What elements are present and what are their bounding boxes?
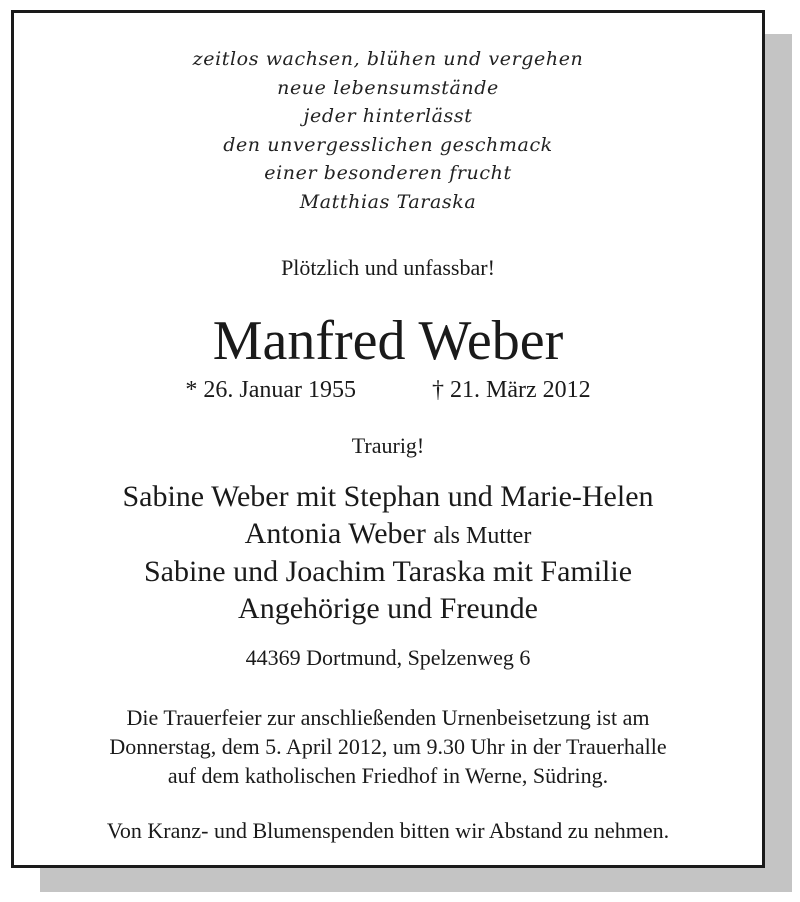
service-line: Donnerstag, dem 5. April 2012, um 9.30 Uhr in der Trauerhalle: [109, 734, 667, 759]
mourner-line: Sabine Weber mit Stephan und Marie-Helen: [122, 480, 654, 513]
deceased-name: Manfred Weber: [212, 310, 564, 372]
poem-line: zeitlos wachsen, blühen und vergehen: [192, 48, 584, 70]
poem-line: den unvergesslichen geschmack: [223, 133, 553, 156]
mourner-name: Antonia Weber: [244, 516, 426, 550]
poem-line: jeder hinterlässt: [303, 105, 473, 128]
service-line: Die Trauerfeier zur anschließenden Urnenbeisetzung ist am: [126, 705, 650, 730]
birth-date: * 26. Januar 1955: [185, 377, 356, 403]
poem-line: einer besonderen frucht: [264, 162, 512, 185]
address: 44369 Dortmund, Spelzenweg 6: [245, 645, 531, 670]
mourning-word: Traurig!: [351, 433, 425, 458]
service-line: auf dem katholischen Friedhof in Werne, Südring.: [167, 763, 609, 788]
obituary-notice: [11, 10, 765, 868]
poem-author: Matthias Taraska: [299, 190, 477, 213]
mourner-relation: als Mutter: [433, 522, 532, 549]
life-dates: [14, 377, 762, 404]
mourner-line: Sabine und Joachim Taraska mit Familie: [143, 555, 633, 588]
mourner-line: Angehörige und Freunde: [238, 591, 538, 625]
mourners-list: [14, 479, 762, 627]
funeral-service-info: [14, 703, 762, 790]
intro-text: Plötzlich und unfassbar!: [281, 255, 495, 280]
closing-notice: Von Kranz- und Blumenspenden bitten wir Abstand zu nehmen.: [106, 818, 670, 843]
poem-line: neue lebensumstände: [277, 76, 499, 99]
mourner-line: [14, 516, 762, 555]
death-date: † 21. März 2012: [432, 377, 591, 403]
poem: [14, 45, 762, 217]
